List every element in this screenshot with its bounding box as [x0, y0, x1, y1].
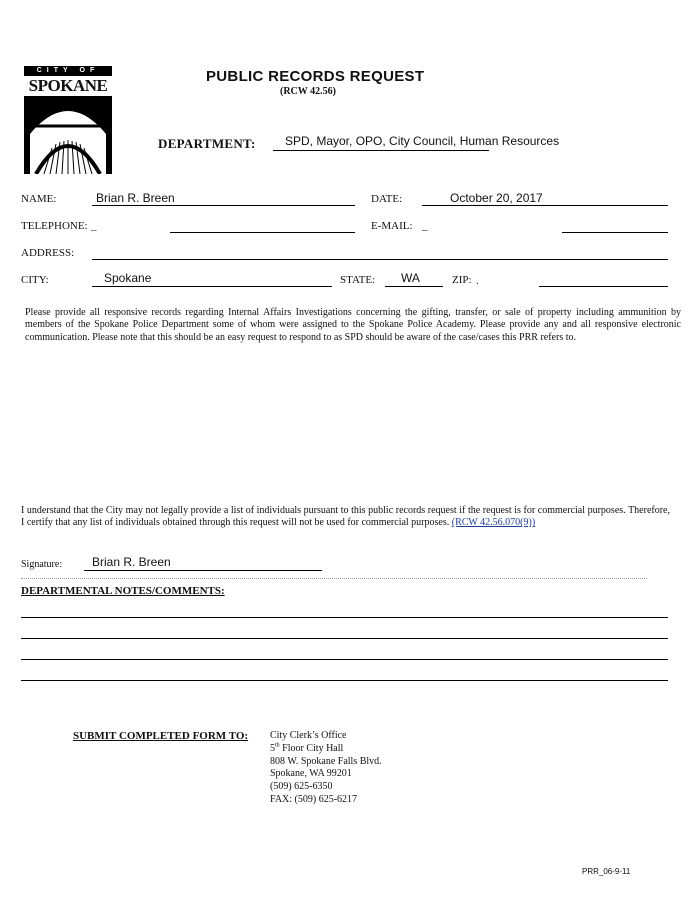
section-divider [21, 578, 647, 579]
notes-line-3[interactable] [21, 659, 668, 660]
address-underline[interactable] [92, 259, 668, 260]
notes-line-4[interactable] [21, 680, 668, 681]
submit-fax: FAX: (509) 625-6217 [270, 793, 358, 805]
zip-field[interactable]: . [476, 275, 479, 287]
form-code: PRR_06-9-11 [582, 867, 631, 876]
logo-name-text: SPOKANE [28, 76, 108, 95]
telephone-field[interactable]: _ [91, 220, 97, 232]
email-field[interactable]: _ [422, 220, 428, 232]
state-label: STATE: [340, 274, 376, 286]
signature-field[interactable]: Brian R. Breen [92, 555, 171, 569]
department-underline [273, 150, 489, 151]
date-label: DATE: [371, 193, 403, 205]
certification-text: I understand that the City may not legally provide a list of individuals pursuant to this public records request if the request is for commercial purposes. Therefore, I certify that any list of individuals obtained through this request will not be used for commercial purposes. [21, 505, 670, 529]
form-subtitle: (RCW 42.56) [280, 86, 336, 97]
commercial-certification [21, 505, 670, 530]
logo-top-text: CITY OF [24, 66, 112, 76]
request-description[interactable]: Please provide all responsive records regarding Internal Affairs Investigations concerning the gifting, transfer, or sale of property including ammunition by members of the Spokane Police Department some of whom were assigned to the Spokane Police Academy. Please provide any and all responsive electronic communication. Please note that this should be an easy request to respond to as SPD should be aware of the case/cases this PRR refers to. [25, 307, 681, 343]
name-field[interactable]: Brian R. Breen [96, 191, 175, 205]
name-label: NAME: [21, 193, 57, 205]
city-field[interactable]: Spokane [104, 271, 152, 285]
city-label: CITY: [21, 274, 49, 286]
state-field[interactable]: WA [401, 271, 420, 285]
submit-phone: (509) 625-6350 [270, 781, 333, 793]
submit-address [270, 730, 382, 807]
email-label: E-MAIL: [371, 220, 413, 232]
submit-street: 808 W. Spokane Falls Blvd. [270, 755, 382, 767]
bridge-arch-icon [22, 96, 114, 174]
city-underline [92, 286, 332, 287]
telephone-underline [170, 232, 355, 233]
submit-label: SUBMIT COMPLETED FORM TO: [73, 730, 249, 742]
email-underline [562, 232, 668, 233]
submit-city: Spokane, WA 99201 [270, 768, 352, 780]
zip-underline [539, 286, 668, 287]
submit-office: City Clerk’s Office [270, 730, 347, 741]
date-field[interactable]: October 20, 2017 [450, 191, 543, 205]
city-logo [22, 66, 114, 174]
form-title: PUBLIC RECORDS REQUEST [206, 68, 425, 85]
signature-label: Signature: [21, 559, 63, 570]
date-underline [422, 205, 668, 206]
rcw-link[interactable]: (RCW 42.56.070(9)) [451, 517, 536, 529]
name-underline [92, 205, 355, 206]
telephone-label: TELEPHONE: [21, 220, 88, 232]
state-underline [385, 286, 443, 287]
department-label: DEPARTMENT: [158, 136, 256, 151]
notes-line-2[interactable] [21, 638, 668, 639]
departmental-notes-label: DEPARTMENTAL NOTES/COMMENTS: [21, 585, 225, 597]
zip-label: ZIP: [452, 274, 472, 286]
department-field[interactable]: SPD, Mayor, OPO, City Council, Human Resources [285, 134, 560, 148]
notes-line-1[interactable] [21, 617, 668, 618]
signature-underline [84, 570, 322, 571]
submit-floor: 5th Floor City Hall [270, 742, 344, 754]
address-label: ADDRESS: [21, 247, 75, 259]
